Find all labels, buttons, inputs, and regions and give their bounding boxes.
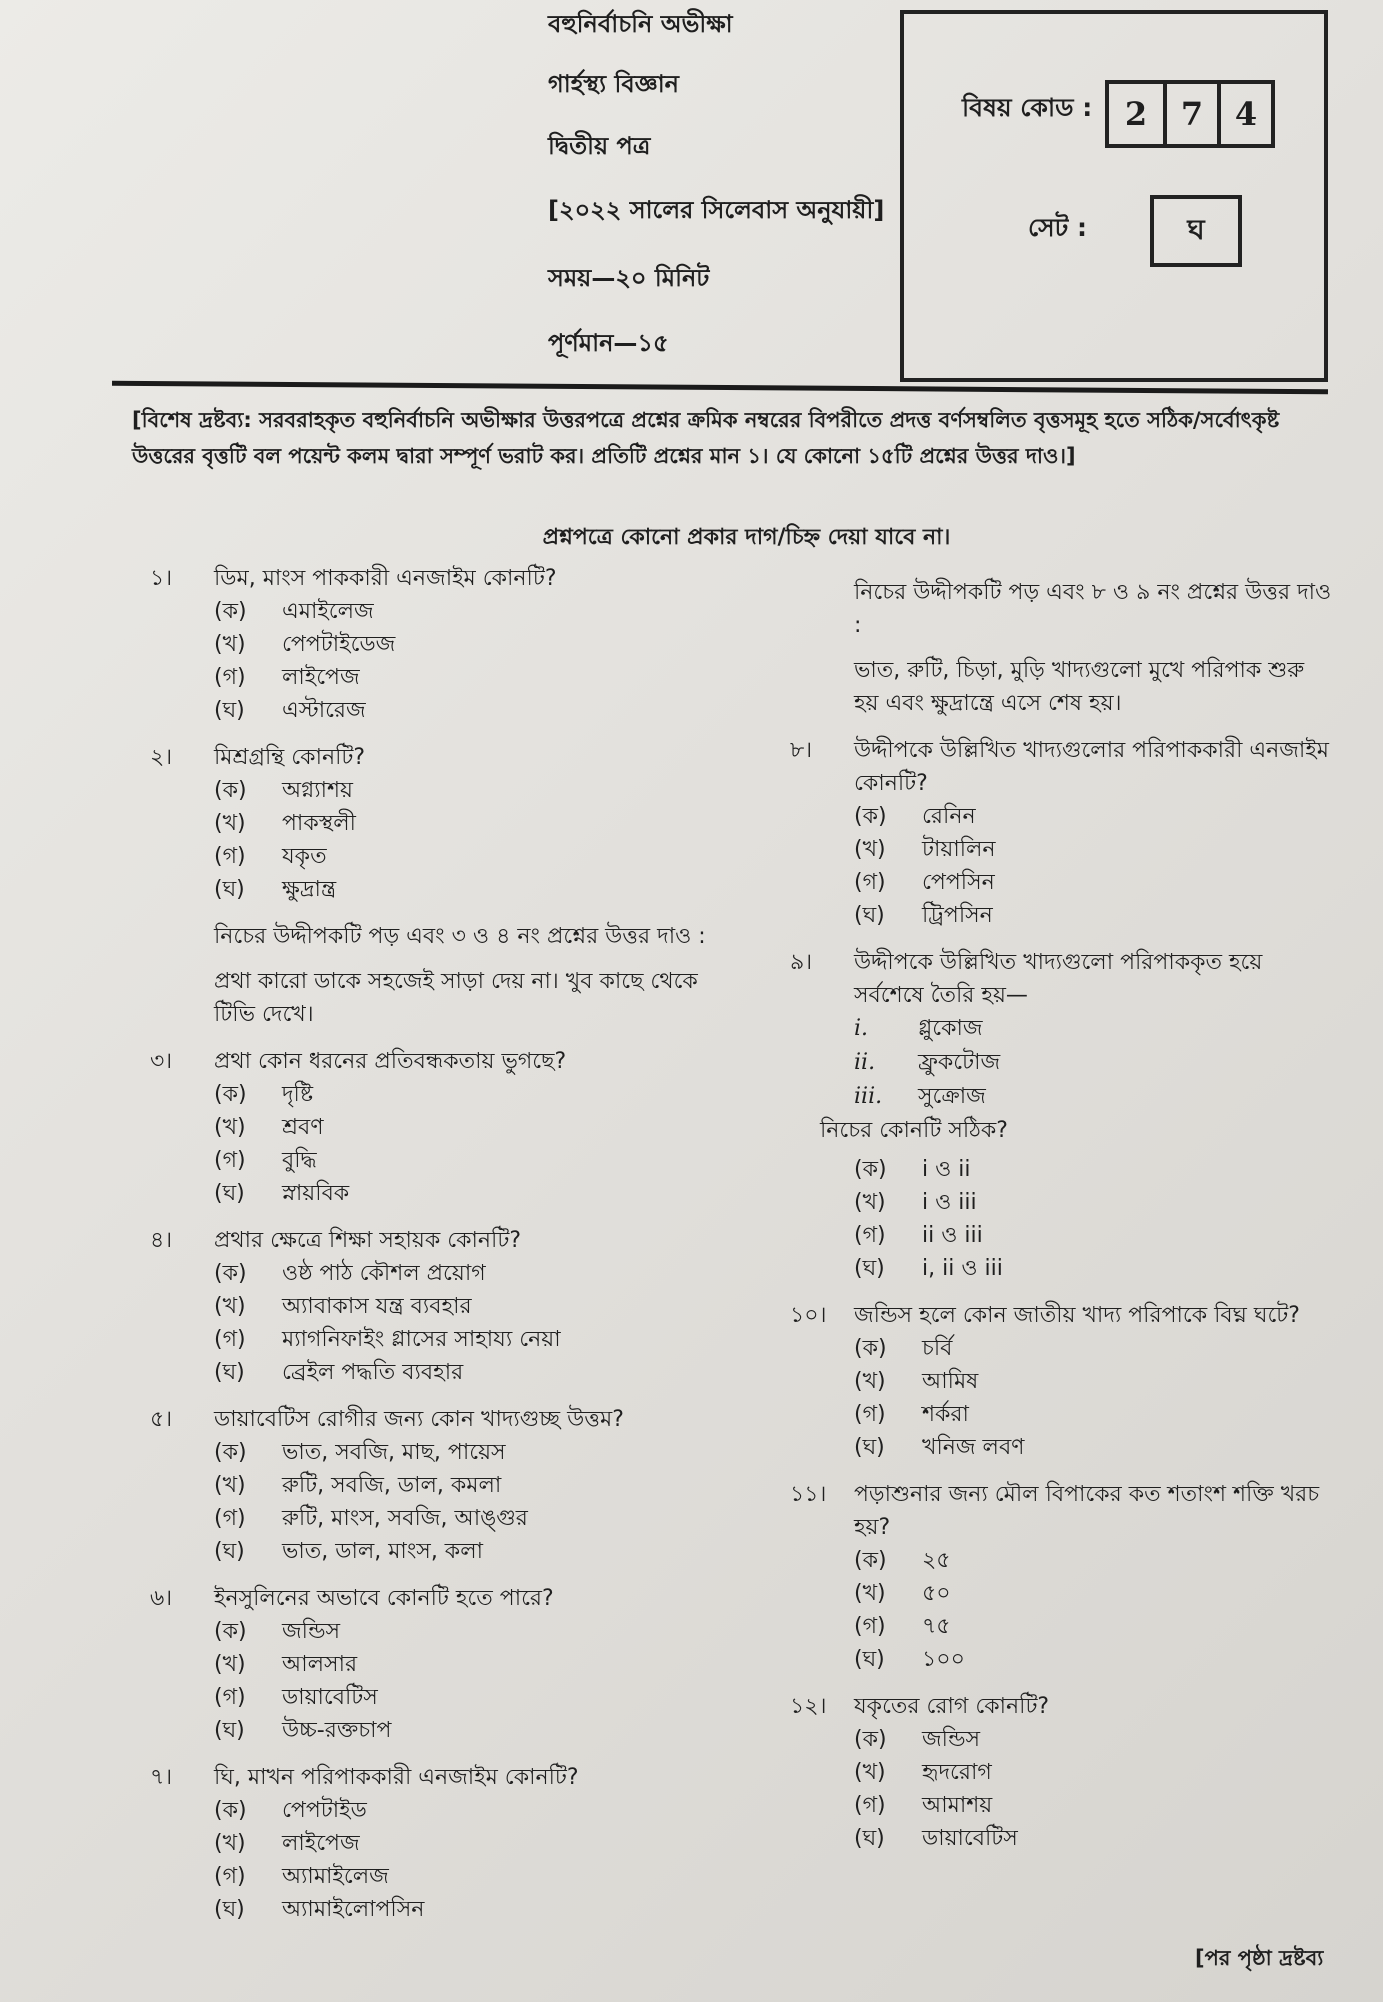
option: (ঘ) ভাত, ডাল, মাংস, কলা [214, 1539, 483, 1564]
question-text: ডিম, মাংস পাককারী এনজাইম কোনটি? [214, 566, 557, 591]
option: (ঘ) খনিজ লবণ [854, 1435, 1025, 1460]
left-column [150, 562, 720, 1940]
option: (গ) শর্করা [854, 1402, 969, 1427]
option: (গ) রুটি, মাংস, সবজি, আঙ্গুর [214, 1506, 528, 1531]
exam-type: বহুনির্বাচনি অভীক্ষা [548, 10, 733, 38]
option: (গ) আমাশয় [854, 1793, 993, 1818]
question-number: ৪। [150, 1228, 173, 1253]
full-marks: পূর্ণমান—১৫ [548, 329, 669, 357]
question-text: পড়াশুনার জন্য মৌল বিপাকের কত শতাংশ শক্তি খরচ হয়? [854, 1482, 1320, 1540]
option: (ক) জন্ডিস [854, 1727, 981, 1752]
question-1 [150, 562, 720, 727]
option: (খ) অ্যাবাকাস যন্ত্র ব্যবহার [214, 1294, 472, 1319]
option: (ক) i ও ii [854, 1157, 971, 1182]
option: (ক) দৃষ্টি [214, 1082, 314, 1107]
question-7 [150, 1761, 720, 1926]
option: (ঘ) উচ্চ-রক্তচাপ [214, 1718, 392, 1743]
question-12 [790, 1690, 1335, 1855]
right-column [790, 576, 1335, 1869]
option: (ঘ) এস্টারেজ [214, 698, 366, 723]
question-text: ঘি, মাখন পরিপাককারী এনজাইম কোনটি? [214, 1765, 579, 1790]
option: (ক) রেনিন [854, 804, 976, 829]
special-instructions: [বিশেষ দ্রষ্টব্য: সরবরাহকৃত বহুনির্বাচনি অভীক্ষার উত্তরপত্রে প্রশ্নের ক্রমিক নম্বরের বিপরীতে প্রদত্ত বর্ণসম্বলিত বৃত্তসমূহ হতে সঠিক/সর্বোৎকৃষ্ট উত্তরের বৃত্তটি বল পয়েন্ট কলম দ্বারা সম্পূর্ণ ভরাট কর। প্রতিটি প্রশ্নের মান ১। যে কোনো ১৫টি প্রশ্নের উত্তর দাও।] [132, 408, 1280, 468]
question-text: ইনসুলিনের অভাবে কোনটি হতে পারে? [214, 1586, 554, 1611]
no-marking-notice: প্রশ্নপত্রে কোনো প্রকার দাগ/চিহ্ন দেয়া যাবে না। [542, 525, 951, 550]
option: (ক) এমাইলেজ [214, 599, 374, 624]
stimulus-body: ভাত, রুটি, চিড়া, মুড়ি খাদ্যগুলো মুখে পরিপাক শুরু হয় এবং ক্ষুদ্রান্ত্রে এসে শেষ হয়। [854, 658, 1305, 716]
option: (গ) ম্যাগনিফাইং গ্লাসের সাহায্য নেয়া [214, 1327, 561, 1352]
option: (খ) পাকস্থলী [214, 811, 356, 836]
question-number: ৫। [150, 1407, 173, 1432]
option: (ঘ) ১০০ [854, 1647, 965, 1672]
question-5 [150, 1403, 720, 1568]
question-text: মিশ্রগ্রন্থি কোনটি? [214, 745, 366, 770]
header-divider [112, 381, 1328, 394]
option: (ক) জন্ডিস [214, 1619, 341, 1644]
question-number: ২। [150, 745, 173, 770]
stimulus-intro: নিচের উদ্দীপকটি পড় এবং ৩ ও ৪ নং প্রশ্নের উত্তর দাও : [214, 924, 706, 949]
option: (ক) পেপটাইড [214, 1798, 367, 1823]
code-digit: 4 [1217, 84, 1271, 144]
option: (খ) রুটি, সবজি, ডাল, কমলা [214, 1473, 502, 1498]
subject-name: গার্হস্থ্য বিজ্ঞান [548, 70, 679, 98]
question-number: ৯। [790, 950, 813, 975]
statement: iii. সুক্রোজ [854, 1084, 986, 1109]
option: (খ) পেপটাইডেজ [214, 632, 396, 657]
paper-number: দ্বিতীয় পত্র [548, 132, 651, 160]
option: (ক) ভাত, সবজি, মাছ, পায়েস [214, 1440, 506, 1465]
question-3 [150, 1045, 720, 1210]
option: (ঘ) ক্ষুদ্রান্ত্র [214, 877, 337, 902]
option: (গ) ii ও iii [854, 1223, 983, 1248]
subject-code-digits [1105, 80, 1275, 148]
question-text: প্রথার ক্ষেত্রে শিক্ষা সহায়ক কোনটি? [214, 1228, 521, 1253]
option: (গ) ডায়াবেটিস [214, 1685, 378, 1710]
question-number: ১২। [790, 1694, 827, 1719]
option: (খ) শ্রবণ [214, 1115, 324, 1140]
option: (ক) ওষ্ঠ পাঠ কৌশল প্রয়োগ [214, 1261, 486, 1286]
option: (গ) লাইপেজ [214, 665, 360, 690]
option: (ঘ) i, ii ও iii [854, 1256, 1003, 1281]
question-8 [790, 734, 1335, 932]
option: (খ) লাইপেজ [214, 1831, 360, 1856]
question-number: ৭। [150, 1765, 173, 1790]
stimulus-8-9 [790, 576, 1335, 720]
question-10 [790, 1299, 1335, 1464]
question-number: ৮। [790, 738, 813, 763]
option: (ঘ) স্নায়বিক [214, 1181, 350, 1206]
question-text: যকৃতের রোগ কোনটি? [854, 1694, 1050, 1719]
question-6 [150, 1582, 720, 1747]
option: (ক) চর্বি [854, 1336, 953, 1361]
subject-code-box [900, 10, 1328, 382]
question-11 [790, 1478, 1335, 1676]
option: (গ) পেপসিন [854, 870, 995, 895]
question-text: প্রথা কোন ধরনের প্রতিবন্ধকতায় ভুগছে? [214, 1049, 567, 1074]
question-prompt: নিচের কোনটি সঠিক? [820, 1118, 1008, 1143]
option: (গ) যকৃত [214, 844, 327, 869]
option: (খ) আলসার [214, 1652, 358, 1677]
option: (গ) ৭৫ [854, 1614, 951, 1639]
question-2 [150, 741, 720, 906]
option: (খ) হৃদরোগ [854, 1760, 992, 1785]
question-number: ৬। [150, 1586, 173, 1611]
option: (ঘ) ট্রিপসিন [854, 903, 993, 928]
code-digit: 7 [1163, 84, 1217, 144]
question-number: ৩। [150, 1049, 173, 1074]
syllabus-note: [২০২২ সালের সিলেবাস অনুযায়ী] [548, 196, 885, 224]
subject-code-label: বিষয় কোড : [962, 93, 1093, 122]
question-number: ১। [150, 566, 173, 591]
question-text: উদ্দীপকে উল্লিখিত খাদ্যগুলো পরিপাককৃত হয়ে সর্বশেষে তৈরি হয়— [854, 950, 1263, 1008]
option: (ক) ২৫ [854, 1548, 951, 1573]
exam-time: সময়—২০ মিনিট [548, 264, 710, 292]
question-text: ডায়াবেটিস রোগীর জন্য কোন খাদ্যগুচ্ছ উত্তম? [214, 1407, 624, 1432]
option: (খ) আমিষ [854, 1369, 979, 1394]
option: (ঘ) ডায়াবেটিস [854, 1826, 1018, 1851]
option: (খ) i ও iii [854, 1190, 977, 1215]
option: (ঘ) অ্যামাইলোপসিন [214, 1897, 425, 1922]
question-number: ১১। [790, 1482, 827, 1507]
set-value: ঘ [1150, 195, 1242, 267]
code-digit: 2 [1124, 95, 1148, 133]
option: (খ) ৫০ [854, 1581, 951, 1606]
option: (গ) বুদ্ধি [214, 1148, 317, 1173]
option: (গ) অ্যামাইলেজ [214, 1864, 389, 1889]
question-number: ১০। [790, 1303, 827, 1328]
question-text: উদ্দীপকে উল্লিখিত খাদ্যগুলোর পরিপাককারী এনজাইম কোনটি? [854, 738, 1329, 796]
stimulus-3-4 [150, 920, 720, 1031]
stimulus-body: প্রথা কারো ডাকে সহজেই সাড়া দেয় না। খুব কাছে থেকে টিভি দেখে। [214, 969, 698, 1027]
option: (ঘ) ব্রেইল পদ্ধতি ব্যবহার [214, 1360, 464, 1385]
question-4 [150, 1224, 720, 1389]
next-page-note: [পর পৃষ্ঠা দ্রষ্টব্য [1195, 1946, 1324, 1970]
stimulus-intro: নিচের উদ্দীপকটি পড় এবং ৮ ও ৯ নং প্রশ্নের উত্তর দাও : [854, 580, 1332, 638]
option: (খ) টায়ালিন [854, 837, 996, 862]
question-9 [790, 946, 1335, 1285]
set-label: সেট : [1028, 213, 1087, 242]
option: (ক) অগ্ন্যাশয় [214, 778, 354, 803]
statement: ii. ফ্রুকটোজ [854, 1050, 1001, 1075]
statement: i. গ্লুকোজ [854, 1016, 983, 1041]
question-text: জন্ডিস হলে কোন জাতীয় খাদ্য পরিপাকে বিঘ্ন ঘটে? [854, 1303, 1300, 1328]
